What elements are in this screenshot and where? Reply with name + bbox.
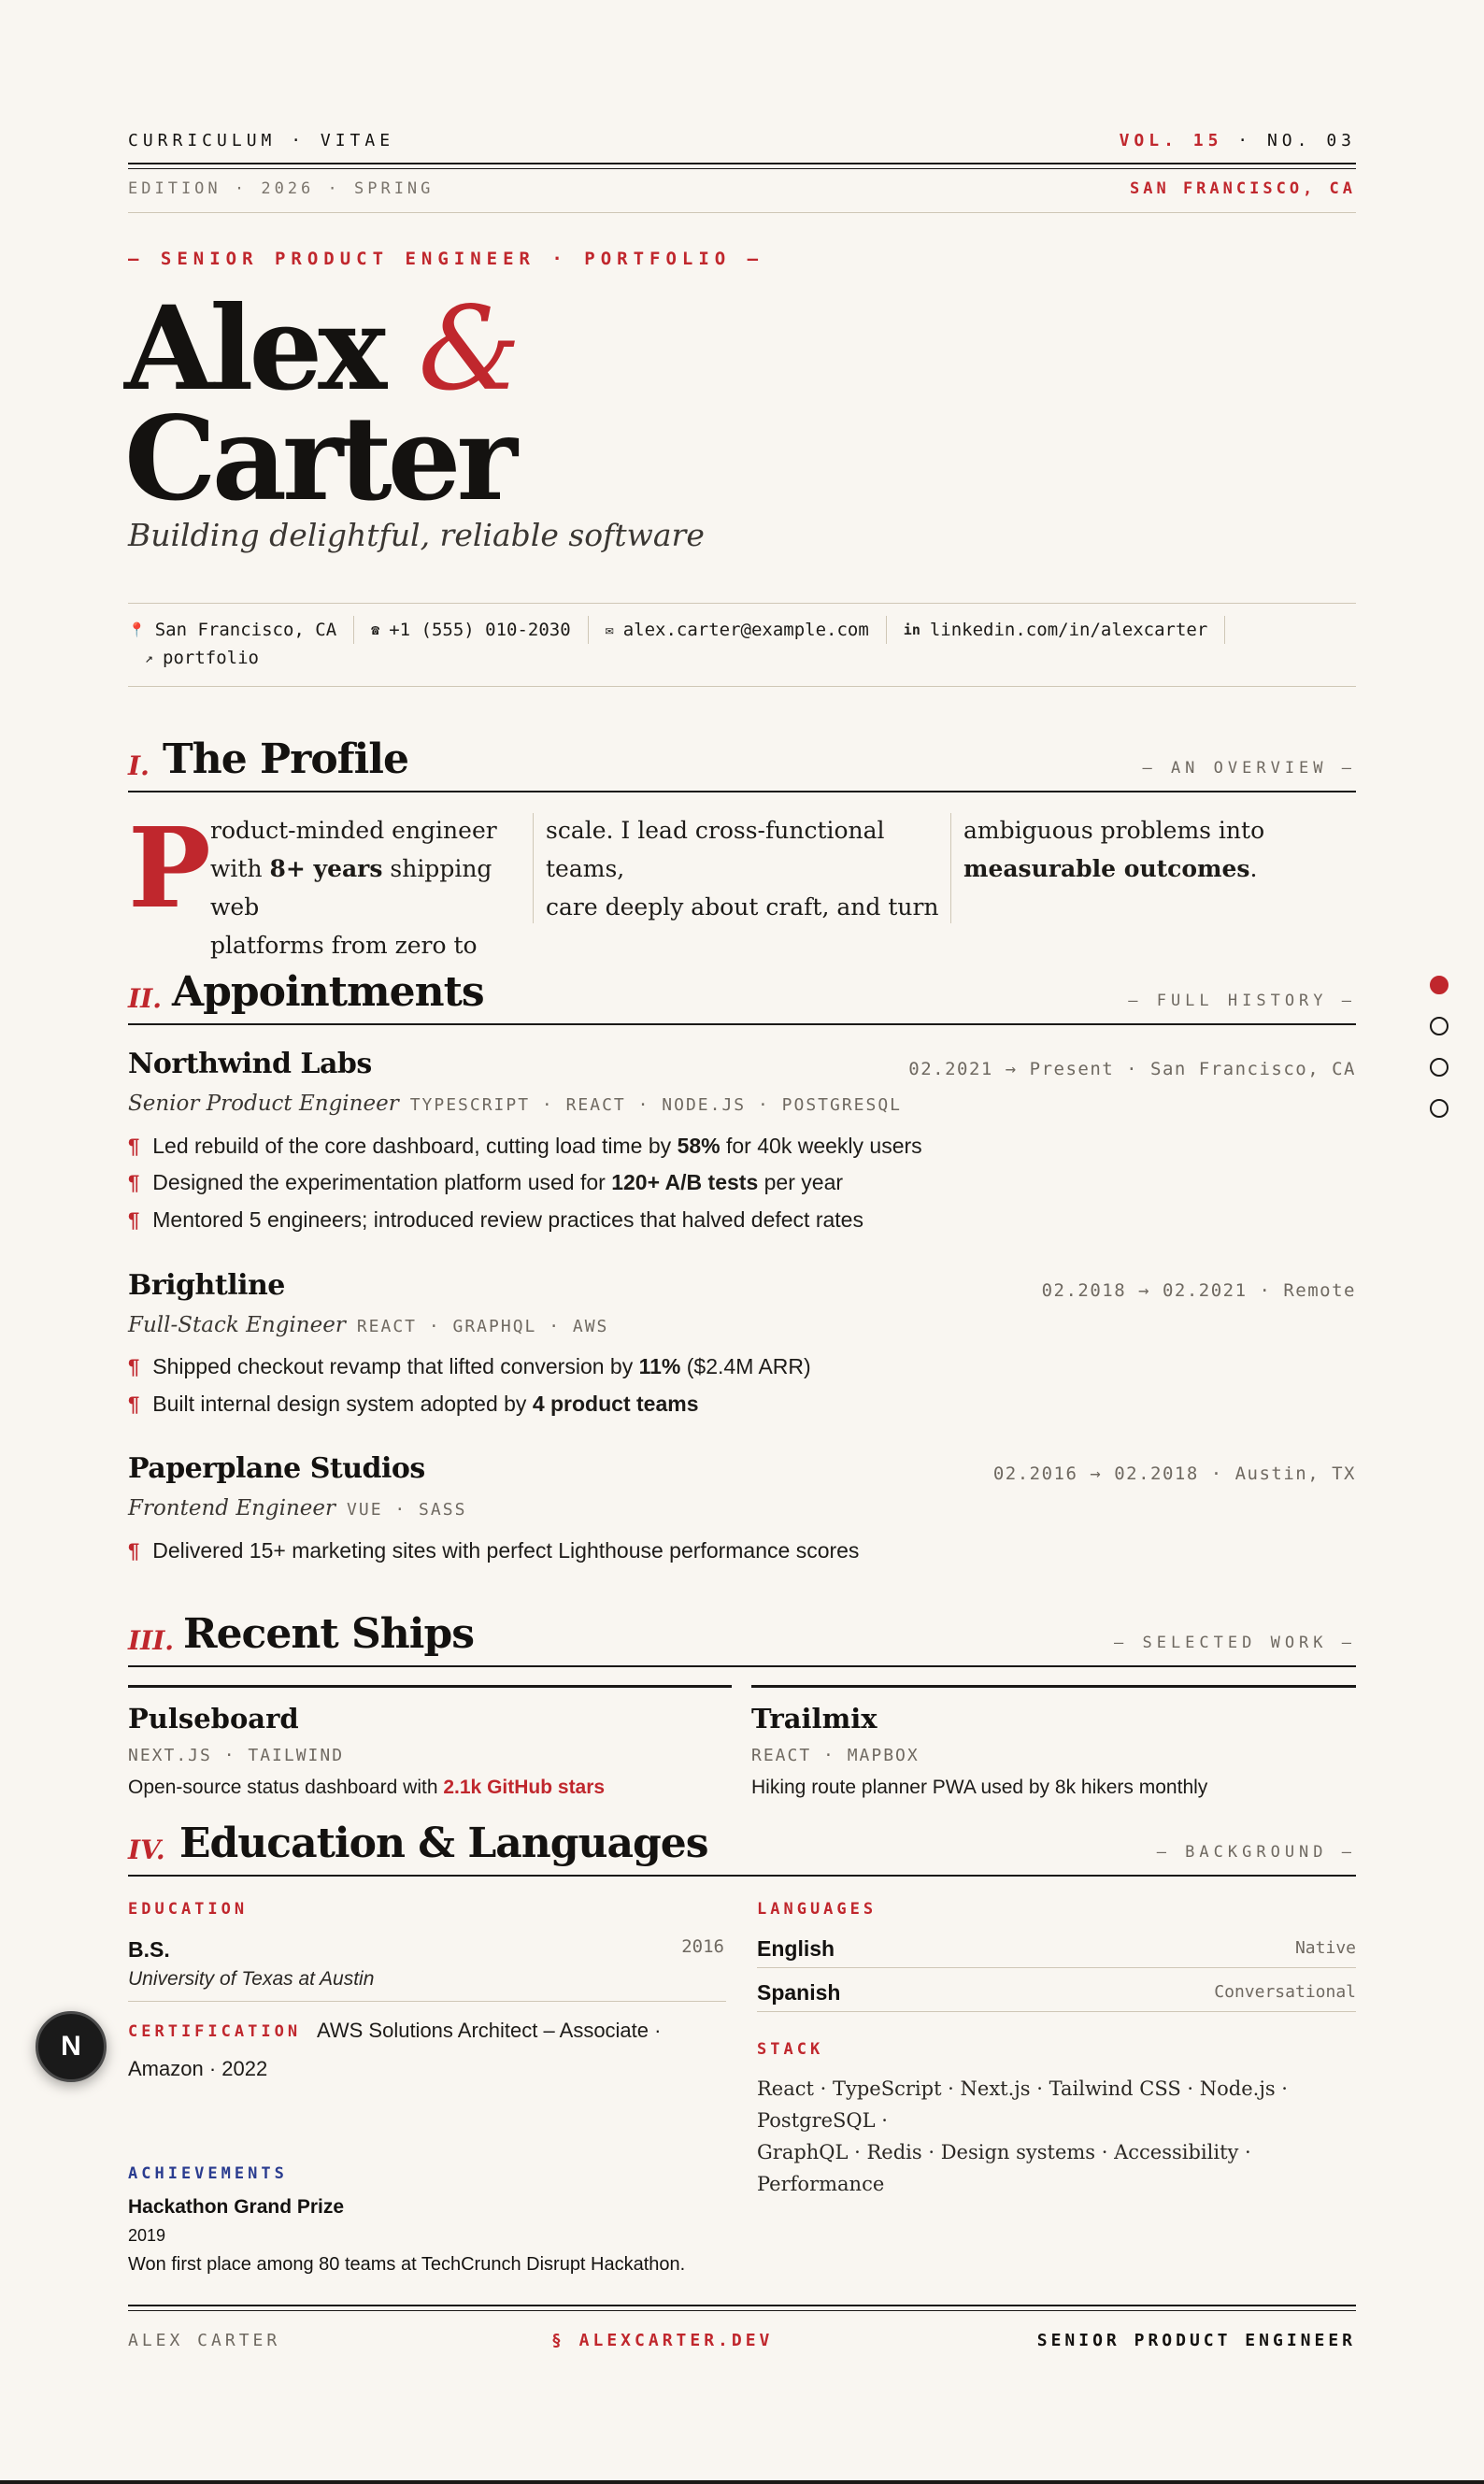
job-tags: TYPESCRIPT · REACT · NODE.JS · POSTGRESQL xyxy=(409,1095,903,1115)
section-number: III. xyxy=(128,1625,175,1656)
certification-text: AWS Solutions Architect – Associate · xyxy=(317,2019,662,2042)
profile-text: ambiguous problems into xyxy=(963,817,1265,844)
pilcrow-icon: ¶ xyxy=(128,1135,140,1158)
profile-highlight: measurable outcomes xyxy=(963,855,1250,882)
job-role-row xyxy=(128,1092,902,1116)
section-rule xyxy=(128,1875,1356,1877)
nextjs-icon: N xyxy=(61,2031,81,2062)
stack-text: GraphQL · Redis · Design systems · Accessibility · Performance xyxy=(757,2141,1251,2195)
external-link-icon: ↗ xyxy=(145,650,154,666)
contact-email-text: alex.carter@example.com xyxy=(622,620,869,640)
section-ships-header xyxy=(128,1593,1356,1667)
pilcrow-icon: ¶ xyxy=(128,1208,140,1232)
footer-website-link[interactable]: § ALEXCARTER.DEV xyxy=(551,2331,774,2350)
certification-label: CERTIFICATION xyxy=(128,2022,302,2041)
section-title: Recent Ships xyxy=(183,1610,474,1658)
ship-desc-text: Open-source status dashboard with xyxy=(128,1777,444,1798)
stack-text: React · TypeScript · Next.js · Tailwind CSS · Node.js · PostgreSQL · xyxy=(757,2077,1288,2132)
pilcrow-icon: ¶ xyxy=(128,1539,140,1563)
language-name: English xyxy=(757,1936,835,1961)
section-title: Appointments xyxy=(172,968,484,1016)
bullet-text: for 40k weekly users xyxy=(720,1134,922,1158)
contact-location xyxy=(128,616,354,644)
bullet-highlight: 11% xyxy=(638,1354,681,1378)
divider xyxy=(128,686,1356,687)
masthead xyxy=(128,129,1356,151)
achievement-title: Hackathon Grand Prize xyxy=(128,2196,345,2218)
mail-icon: ✉ xyxy=(605,621,614,638)
profile-text: . xyxy=(1249,855,1258,882)
divider xyxy=(128,2001,726,2002)
tagline: Building delightful, reliable software xyxy=(128,517,705,553)
contact-portfolio-text: portfolio xyxy=(163,648,259,668)
footer-name: ALEX CARTER xyxy=(128,2331,281,2350)
job-role-row xyxy=(128,1313,608,1337)
certification-text: Amazon · 2022 xyxy=(128,2057,268,2080)
ship-desc xyxy=(751,1777,1356,1799)
name-first-line xyxy=(124,281,517,417)
profile-highlight: 8+ years xyxy=(269,855,383,882)
profile-text: roduct-minded engineer xyxy=(210,817,497,844)
nav-dot-education[interactable] xyxy=(1430,1099,1448,1118)
nav-dot-ships[interactable] xyxy=(1430,1058,1448,1077)
column-rule xyxy=(533,813,534,923)
bullet-text: Built internal design system adopted by xyxy=(152,1392,533,1416)
ship-card-pulseboard[interactable] xyxy=(128,1685,732,1799)
masthead-no: · NO. 03 xyxy=(1237,130,1356,150)
location-label: SAN FRANCISCO, CA xyxy=(1130,179,1356,198)
section-appointments-header xyxy=(128,951,1356,1025)
section-education-header xyxy=(128,1803,1356,1877)
bullet-text: Mentored 5 engineers; introduced review practices that halved defect rates xyxy=(152,1207,863,1232)
contact-email[interactable] xyxy=(589,616,887,644)
profile-text: care deeply about craft, and turn xyxy=(546,893,939,921)
masthead-vol: VOL. 15 xyxy=(1119,130,1223,150)
section-aside: — BACKGROUND — xyxy=(1156,1843,1356,1862)
degree-year: 2016 xyxy=(681,1936,724,1957)
section-number: II. xyxy=(128,983,162,1014)
bullet-text: Shipped checkout revamp that lifted conversion by xyxy=(152,1354,639,1378)
ship-tags: REACT · MAPBOX xyxy=(751,1746,920,1765)
contact-row xyxy=(145,643,276,673)
contact-location-text: San Francisco, CA xyxy=(154,620,337,640)
section-title: The Profile xyxy=(163,735,409,783)
footer-title: SENIOR PRODUCT ENGINEER xyxy=(1036,2331,1356,2350)
section-aside: — AN OVERVIEW — xyxy=(1142,759,1356,778)
contact-portfolio[interactable] xyxy=(145,644,276,672)
map-pin-icon: 📍 xyxy=(128,621,146,638)
job-bullet xyxy=(128,1207,863,1233)
edition-label: EDITION · 2026 · SPRING xyxy=(128,179,435,198)
linkedin-icon: in xyxy=(903,621,920,638)
education-label: EDUCATION xyxy=(128,1900,249,1919)
ship-tags: NEXT.JS · TAILWIND xyxy=(128,1746,345,1765)
masthead-sub xyxy=(128,178,1356,200)
nav-dot-appointments[interactable] xyxy=(1430,1017,1448,1035)
job-bullet xyxy=(128,1354,811,1379)
languages-label: LANGUAGES xyxy=(757,1900,878,1919)
job-company: Paperplane Studios xyxy=(128,1452,425,1485)
profile-text-line xyxy=(210,849,519,926)
bullet-text: ($2.4M ARR) xyxy=(680,1354,811,1378)
achievements-label: ACHIEVEMENTS xyxy=(128,2164,288,2183)
job-role: Frontend Engineer xyxy=(128,1496,336,1520)
contact-phone[interactable] xyxy=(354,616,589,644)
language-row xyxy=(757,1977,1356,2012)
ship-desc-highlight: 2.1k GitHub stars xyxy=(443,1777,606,1798)
job-bullet xyxy=(128,1170,843,1195)
stack-label: STACK xyxy=(757,2040,824,2059)
contact-linkedin[interactable] xyxy=(887,616,1225,644)
job-tags: VUE · SASS xyxy=(347,1500,467,1520)
job-company: Brightline xyxy=(128,1269,285,1302)
column-rule xyxy=(950,813,951,923)
bullet-highlight: 120+ A/B tests xyxy=(611,1170,759,1194)
section-rule xyxy=(128,1665,1356,1667)
pilcrow-icon: ¶ xyxy=(128,1355,140,1378)
profile-text: shipping web xyxy=(210,855,492,921)
footer-double-rule xyxy=(128,2305,1356,2311)
ship-desc xyxy=(128,1777,732,1799)
first-name: Alex xyxy=(124,281,383,417)
last-name: Carter xyxy=(124,392,513,527)
job-role: Senior Product Engineer xyxy=(128,1092,399,1116)
job-meta: 02.2016 → 02.2018 · Austin, TX xyxy=(992,1463,1356,1484)
section-number: IV. xyxy=(128,1834,165,1865)
profile-text: scale. I lead cross-functional teams, xyxy=(546,817,885,882)
job-bullet xyxy=(128,1538,859,1563)
contact-linkedin-text: linkedin.com/in/alexcarter xyxy=(929,620,1208,640)
ship-name: Pulseboard xyxy=(128,1703,299,1735)
ampersand: & xyxy=(418,282,517,417)
bullet-text: per year xyxy=(758,1170,844,1194)
phone-icon: ☎ xyxy=(371,621,380,638)
achievement-year: 2019 xyxy=(128,2226,166,2245)
job-role: Full-Stack Engineer xyxy=(128,1313,346,1337)
job-role-row xyxy=(128,1496,466,1520)
pilcrow-icon: ¶ xyxy=(128,1171,140,1194)
language-level: Conversational xyxy=(1214,1982,1356,2002)
language-level: Native xyxy=(1294,1938,1356,1958)
bullet-text: Delivered 15+ marketing sites with perfect Lighthouse performance scores xyxy=(152,1538,860,1563)
bullet-highlight: 58% xyxy=(677,1134,721,1158)
contact-row xyxy=(128,615,1225,645)
masthead-left: CURRICULUM · VITAE xyxy=(128,130,395,150)
stack-list xyxy=(757,2073,1356,2200)
drop-cap: P xyxy=(128,803,211,933)
section-rule xyxy=(128,1023,1356,1025)
nextjs-dev-tools-button[interactable] xyxy=(36,2011,107,2082)
section-title: Education & Languages xyxy=(179,1820,708,1867)
bullet-text: Led rebuild of the core dashboard, cutting load time by xyxy=(152,1134,678,1158)
profile-text: with xyxy=(210,855,270,882)
job-meta: 02.2018 → 02.2021 · Remote xyxy=(1041,1280,1356,1301)
nav-dot-profile[interactable] xyxy=(1430,976,1448,994)
pilcrow-icon: ¶ xyxy=(128,1392,140,1416)
profile-text-line xyxy=(963,849,1356,888)
divider xyxy=(128,603,1356,604)
ship-name: Trailmix xyxy=(751,1703,878,1735)
ship-desc-text: Hiking route planner PWA used by 8k hikers monthly xyxy=(751,1777,1208,1798)
section-aside: — SELECTED WORK — xyxy=(1114,1634,1356,1652)
section-rule xyxy=(128,791,1356,792)
kicker: — SENIOR PRODUCT ENGINEER · PORTFOLIO — xyxy=(128,249,764,269)
profile-column-3 xyxy=(963,811,1356,888)
masthead-issue xyxy=(1120,131,1356,150)
section-aside: — FULL HISTORY — xyxy=(1128,992,1356,1010)
divider xyxy=(128,212,1356,213)
ship-card-trailmix[interactable] xyxy=(751,1685,1356,1799)
school: University of Texas at Austin xyxy=(128,1968,375,1990)
section-profile-header xyxy=(128,720,1356,792)
profile-text: platforms from zero to xyxy=(210,932,478,959)
masthead-double-rule xyxy=(128,163,1356,169)
job-company: Northwind Labs xyxy=(128,1048,372,1080)
contact-phone-text: +1 (555) 010-2030 xyxy=(389,620,571,640)
profile-column-1 xyxy=(210,811,519,964)
language-row xyxy=(757,1933,1356,1968)
bullet-highlight: 4 product teams xyxy=(532,1392,699,1416)
job-meta: 02.2021 → Present · San Francisco, CA xyxy=(908,1059,1356,1079)
bottom-border xyxy=(0,2480,1484,2484)
footer xyxy=(128,2331,1356,2353)
section-number: I. xyxy=(128,750,150,781)
degree: B.S. xyxy=(128,1937,170,1962)
job-bullet xyxy=(128,1392,698,1417)
job-tags: REACT · GRAPHQL · AWS xyxy=(356,1317,609,1336)
achievement-description: Won first place among 80 teams at TechCrunch Disrupt Hackathon. xyxy=(128,2254,686,2275)
profile-column-2 xyxy=(546,811,948,926)
job-bullet xyxy=(128,1134,922,1159)
language-name: Spanish xyxy=(757,1980,841,2005)
bullet-text: Designed the experimentation platform used for xyxy=(152,1170,612,1194)
